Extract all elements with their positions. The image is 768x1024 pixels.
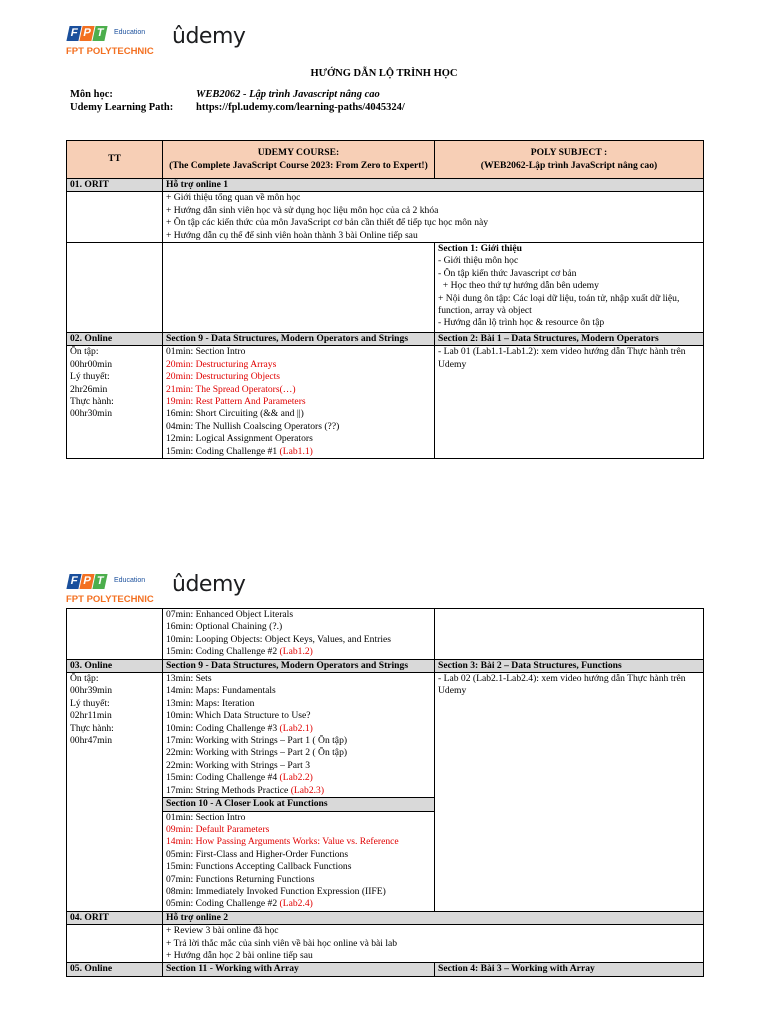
lesson-item: 20min: Destructuring Arrays bbox=[166, 358, 277, 370]
row-tt: 03. Online bbox=[67, 659, 163, 672]
lesson-list bbox=[163, 346, 435, 459]
poly-section-title: Section 3: Bài 2 – Data Structures, Functions bbox=[435, 659, 704, 672]
udemy-section-title: Section 11 - Working with Array bbox=[163, 963, 435, 976]
fpt-mark-p: P bbox=[79, 574, 94, 589]
meta-learning-path bbox=[70, 102, 405, 115]
row-tt: 01. ORIT bbox=[67, 179, 163, 192]
udemy-section-title: Section 9 - Data Structures, Modern Operators and Strings bbox=[163, 332, 435, 345]
udemy-logo: ûdemy bbox=[172, 24, 246, 49]
list-item: - Ôn tập kiến thức Javascript cơ bản bbox=[438, 267, 577, 279]
fpt-education-label: Education bbox=[114, 29, 146, 36]
section-03-content bbox=[67, 673, 704, 798]
meta-key: Udemy Learning Path: bbox=[70, 102, 174, 113]
lesson-item: 12min: Logical Assignment Operators bbox=[166, 433, 313, 445]
row-title: Hỗ trợ online 2 bbox=[163, 911, 704, 924]
fpt-mark-p: P bbox=[79, 26, 94, 41]
lesson-item: 08min: Immediately Invoked Function Expression (IIFE) bbox=[166, 885, 386, 897]
section-row-01 bbox=[67, 179, 704, 192]
page-2 bbox=[0, 540, 768, 1024]
lesson-item: 01min: Section Intro bbox=[166, 811, 246, 823]
header-udemy-course: UDEMY COURSE: (The Complete JavaScript Course 2023: From Zero to Expert!) bbox=[163, 141, 435, 179]
fpt-mark-f: F bbox=[66, 574, 81, 589]
fpt-education-label: Education bbox=[114, 577, 146, 584]
lesson-item: 13min: Sets bbox=[166, 673, 212, 685]
meta-key: Môn học: bbox=[70, 89, 113, 100]
fpt-polytechnic-label: FPT POLYTECHNIC bbox=[66, 46, 154, 57]
lesson-item: 04min: The Nullish Coalscing Operators (??) bbox=[166, 420, 340, 432]
meta-value: WEB2062 - Lập trình Javascript nâng cao bbox=[196, 89, 380, 100]
fpt-logo bbox=[66, 574, 158, 610]
section-row-03 bbox=[67, 659, 704, 672]
lab-tag: (Lab2.4) bbox=[279, 898, 313, 910]
list-item: + Hướng dẫn học 2 bài online tiếp sau bbox=[166, 949, 313, 961]
meta-value: https://fpl.udemy.com/learning-paths/4045324/ bbox=[196, 102, 405, 113]
lesson-item: 10min: Which Data Structure to Use? bbox=[166, 710, 311, 722]
lab-tag: (Lab2.3) bbox=[290, 784, 325, 796]
poly-lab: - Lab 02 (Lab2.1-Lab2.4): xem video hướng dẫn Thực hành trên Udemy bbox=[435, 673, 704, 912]
list-item: - Hướng dẫn lộ trình học & resource ôn tập bbox=[438, 317, 605, 329]
continued-lessons bbox=[67, 609, 704, 660]
list-item: + Hướng dẫn cụ thể để sinh viên hoàn thành 3 bài Online tiếp sau bbox=[166, 229, 418, 241]
lesson-list bbox=[163, 673, 435, 798]
section-row-05 bbox=[67, 963, 704, 976]
lesson-item: 01min: Section Intro bbox=[166, 346, 246, 358]
poly-section-title: Section 2: Bài 1 – Data Structures, Modern Operators bbox=[435, 332, 704, 345]
section-row-02 bbox=[67, 332, 704, 345]
section-01-poly bbox=[67, 243, 704, 333]
section-01-notes bbox=[67, 192, 704, 243]
fpt-logo bbox=[66, 26, 158, 62]
lesson-item: 16min: Short Circuiting (&& and ||) bbox=[166, 408, 304, 420]
lesson-item: 17min: String Methods Practice (Lab2.3) bbox=[166, 784, 325, 796]
row-title: Hỗ trợ online 1 bbox=[163, 179, 704, 192]
fpt-mark-t: T bbox=[92, 26, 107, 41]
table-header-row bbox=[67, 141, 704, 179]
notes-list bbox=[163, 192, 704, 243]
udemy-subsection-title: Section 10 - A Closer Look at Functions bbox=[163, 798, 435, 811]
fpt-mark-f: F bbox=[66, 26, 81, 41]
header-tt: TT bbox=[67, 141, 163, 179]
lesson-list bbox=[163, 609, 435, 660]
row-tt: 02. Online bbox=[67, 332, 163, 345]
lesson-item: 07min: Enhanced Object Literals bbox=[166, 609, 294, 620]
lesson-item: 16min: Optional Chaining (?.) bbox=[166, 621, 283, 633]
roadmap-table-page-2 bbox=[66, 608, 704, 977]
lesson-item: 15min: Coding Challenge #2 (Lab1.2) bbox=[166, 646, 313, 658]
lesson-item: 15min: Coding Challenge #1 (Lab1.1) bbox=[166, 445, 313, 457]
time-breakdown: Ôn tập: 00hr39min Lý thuyết: 02hr11min Thực hành: 00hr47min bbox=[67, 673, 163, 912]
time-breakdown: Ôn tập: 00hr00min Lý thuyết: 2hr26min Thực hành: 00hr30min bbox=[67, 346, 163, 459]
lesson-item: 21min: The Spread Operators(…) bbox=[166, 383, 296, 395]
roadmap-table-page-1 bbox=[66, 140, 704, 459]
document-meta bbox=[70, 89, 405, 115]
notes-list bbox=[163, 925, 704, 963]
fpt-mark-t: T bbox=[92, 574, 107, 589]
section-04-notes bbox=[67, 925, 704, 963]
lesson-list bbox=[163, 811, 435, 911]
lesson-item: 05min: Coding Challenge #2 (Lab2.4) bbox=[166, 898, 313, 910]
lesson-item: 22min: Working with Strings – Part 3 bbox=[166, 759, 311, 771]
lesson-item: 05min: First-Class and Higher-Order Functions bbox=[166, 848, 349, 860]
row-tt: 05. Online bbox=[67, 963, 163, 976]
list-item: + Ôn tập các kiến thức của môn JavaScript cơ bản cần thiết để tiếp tục học môn này bbox=[166, 217, 489, 229]
lab-tag: (Lab1.2) bbox=[279, 646, 313, 658]
list-item: + Trả lời thắc mắc của sinh viên về bài học online và bài lab bbox=[166, 937, 398, 949]
udemy-section-title: Section 9 - Data Structures, Modern Operators and Strings bbox=[163, 659, 435, 672]
lesson-item: 13min: Maps: Iteration bbox=[166, 697, 255, 709]
lab-tag: (Lab1.1) bbox=[279, 445, 313, 457]
row-tt: 04. ORIT bbox=[67, 911, 163, 924]
lesson-item: 22min: Working with Strings – Part 2 ( Ôn tập) bbox=[166, 747, 348, 759]
poly-section-1 bbox=[435, 243, 704, 333]
list-item: - Giới thiệu môn học bbox=[438, 255, 519, 267]
lesson-item: 17min: Working with Strings – Part 1 ( Ôn tập) bbox=[166, 735, 348, 747]
lesson-item: 14min: How Passing Arguments Works: Value vs. Reference bbox=[166, 836, 399, 848]
list-item: + Hướng dẫn sinh viên học và sử dụng học liệu môn học của cả 2 khóa bbox=[166, 204, 439, 216]
lesson-item: 09min: Default Parameters bbox=[166, 823, 270, 835]
header-poly-subject: POLY SUBJECT : (WEB2062-Lập trình JavaScript nâng cao) bbox=[435, 141, 704, 179]
lesson-item: 14min: Maps: Fundamentals bbox=[166, 685, 276, 697]
section-row-04 bbox=[67, 911, 704, 924]
lesson-item: 07min: Functions Returning Functions bbox=[166, 873, 315, 885]
lesson-item: 10min: Coding Challenge #3 (Lab2.1) bbox=[166, 722, 313, 734]
list-item: + Nội dung ôn tập: Các loại dữ liệu, toán tử, nhập xuất dữ liệu, function, array và object bbox=[438, 292, 680, 317]
lesson-item: 15min: Coding Challenge #4 (Lab2.2) bbox=[166, 772, 313, 784]
lesson-item: 19min: Rest Pattern And Parameters bbox=[166, 395, 306, 407]
section-02-content bbox=[67, 346, 704, 459]
lesson-item: 10min: Looping Objects: Object Keys, Values, and Entries bbox=[166, 633, 391, 645]
document-title: HƯỚNG DẪN LỘ TRÌNH HỌC bbox=[310, 68, 458, 79]
lab-tag: (Lab2.2) bbox=[279, 772, 313, 784]
list-item: + Review 3 bài online đã học bbox=[166, 925, 279, 937]
list-item: + Học theo thứ tự hướng dẫn bên udemy bbox=[438, 280, 599, 292]
list-item: + Giới thiệu tổng quan về môn học bbox=[166, 192, 301, 204]
poly-section-title: Section 1: Giới thiệu bbox=[438, 243, 522, 255]
lesson-item: 20min: Destructuring Objects bbox=[166, 371, 281, 383]
poly-lab: - Lab 01 (Lab1.1-Lab1.2): xem video hướng dẫn Thực hành trên Udemy bbox=[435, 346, 704, 459]
lesson-item: 15min: Functions Accepting Callback Functions bbox=[166, 861, 352, 873]
fpt-polytechnic-label: FPT POLYTECHNIC bbox=[66, 594, 154, 605]
udemy-logo: ûdemy bbox=[172, 572, 246, 597]
poly-section-title: Section 4: Bài 3 – Working with Array bbox=[435, 963, 704, 976]
meta-subject bbox=[70, 89, 405, 102]
lab-tag: (Lab2.1) bbox=[279, 722, 313, 734]
